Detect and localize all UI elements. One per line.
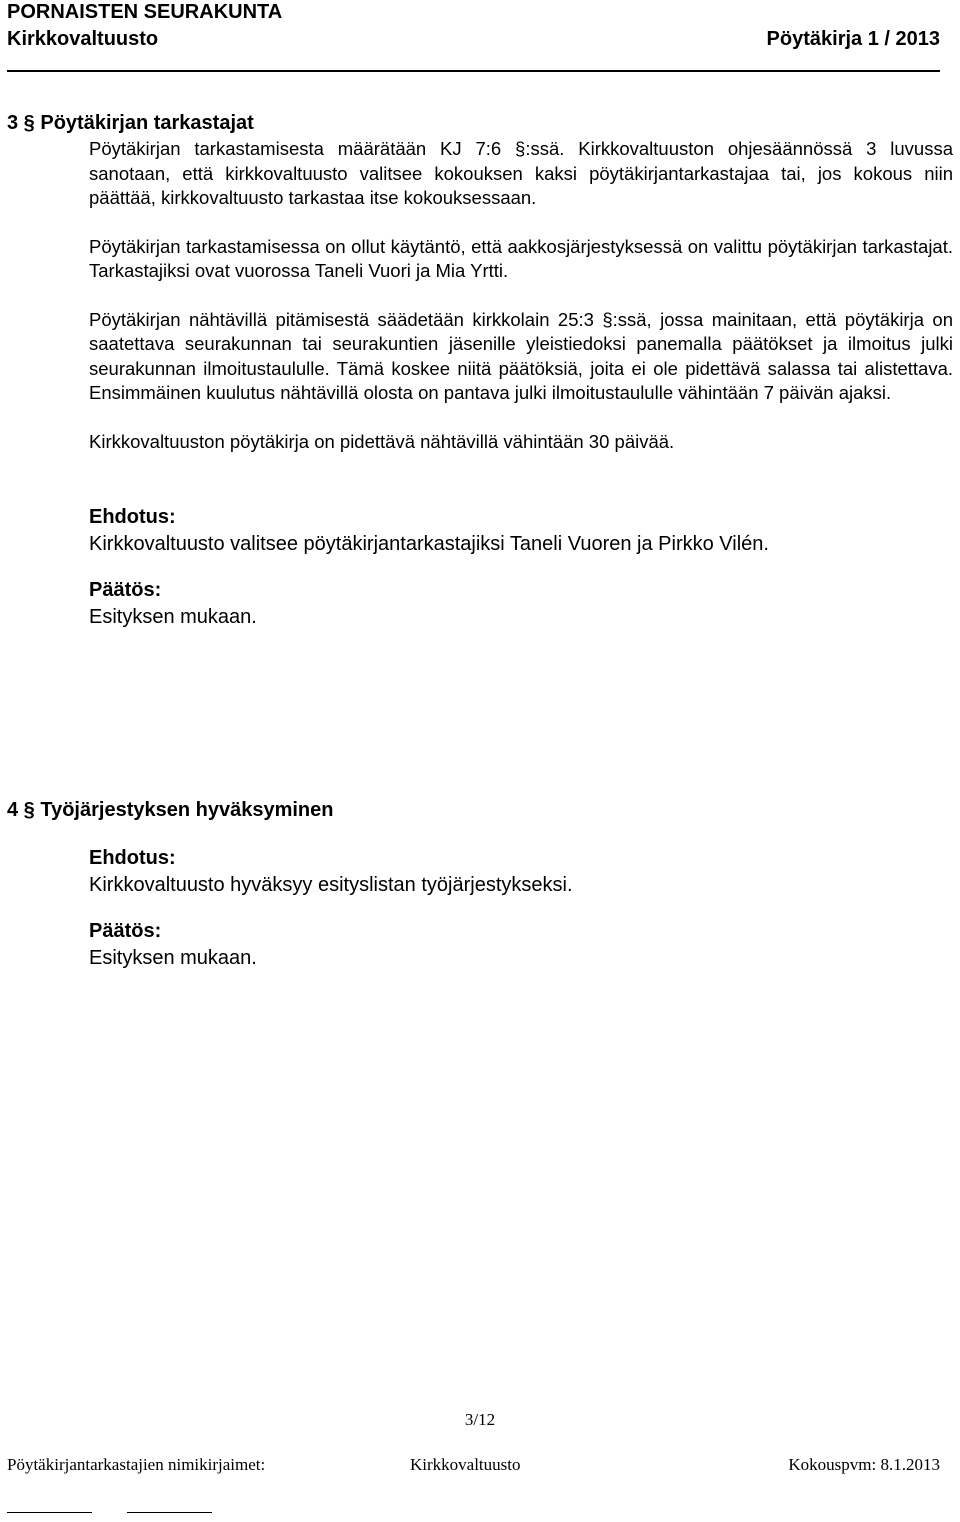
proposal-label: Ehdotus: xyxy=(89,847,176,869)
meeting-date: Kokouspvm: 8.1.2013 xyxy=(788,1455,940,1474)
organization-name: PORNAISTEN SEURAKUNTA xyxy=(7,1,283,23)
paragraph: Pöytäkirjan nähtävillä pitämisestä säädetään kirkkolain 25:3 §:ssä, jossa mainitaan, että pöytäkirja on saatettava seurakunnan tai seurakuntien jäsenille yleistiedoksi panemalla päätökset ja ilmoitus julki seurakunnan ilmoitustaululle. Tämä koskee niitä päätöksiä, joita ei ole pidettävä salassa tai alistettava. Ensimmäinen kuulutus nähtävillä olosta on pantava julki ilmoitustaululle vähintään 7 päivän ajaksi. xyxy=(89,308,953,403)
proposal-text: Kirkkovaltuusto hyväksyy esityslistan työjärjestykseksi. xyxy=(89,873,573,896)
signatures-label: Pöytäkirjantarkastajien nimikirjaimet: xyxy=(7,1455,266,1474)
paragraph: Pöytäkirjan tarkastamisesta määrätään KJ 7:6 §:ssä. Kirkkovaltuuston ohjesäännössä 3 luvussa sanotaan, että kirkkovaltuusto valitsee kokouksen kaksi pöytäkirjantarkastajaa tai, jos kokous niin päättää, kirkkovaltuusto tarkastaa itse kokouksessaan. xyxy=(89,138,953,208)
header-rule xyxy=(7,70,940,72)
decision-text: Esityksen mukaan. xyxy=(89,946,257,969)
proposal-text: Kirkkovaltuusto valitsee pöytäkirjantarkastajiksi Taneli Vuoren ja Pirkko Vilén. xyxy=(89,532,769,555)
section-title: 3 § Pöytäkirjan tarkastajat xyxy=(7,112,254,134)
paragraph: Pöytäkirjan tarkastamisessa on ollut käytäntö, että aakkosjärjestyksessä on valittu pöytäkirjan tarkastajat. Tarkastajiksi ovat vuorossa Taneli Vuori ja Mia Yrtti. xyxy=(89,235,953,281)
footer-body-name: Kirkkovaltuusto xyxy=(410,1455,521,1474)
section-3-proposal xyxy=(89,505,953,556)
page-number: 3/12 xyxy=(464,1410,496,1429)
decision-label: Päätös: xyxy=(89,579,162,601)
paragraph: Kirkkovaltuuston pöytäkirja on pidettävä nähtävillä vähintään 30 päivää. xyxy=(89,430,675,452)
document-id: Pöytäkirja 1 / 2013 xyxy=(766,28,940,50)
decision-label: Päätös: xyxy=(89,920,162,942)
signature-line xyxy=(127,1512,212,1513)
section-title: 4 § Työjärjestyksen hyväksyminen xyxy=(7,799,334,821)
section-3-body xyxy=(89,137,953,454)
body-name: Kirkkovaltuusto xyxy=(7,28,159,50)
section-4-decision xyxy=(89,919,953,970)
signature-line xyxy=(7,1512,92,1513)
section-3-decision xyxy=(89,578,953,629)
section-4-proposal xyxy=(89,846,953,897)
section-4-title-row xyxy=(7,797,953,823)
proposal-label: Ehdotus: xyxy=(89,506,176,528)
section-3-title-row xyxy=(7,110,953,136)
decision-text: Esityksen mukaan. xyxy=(89,605,257,628)
